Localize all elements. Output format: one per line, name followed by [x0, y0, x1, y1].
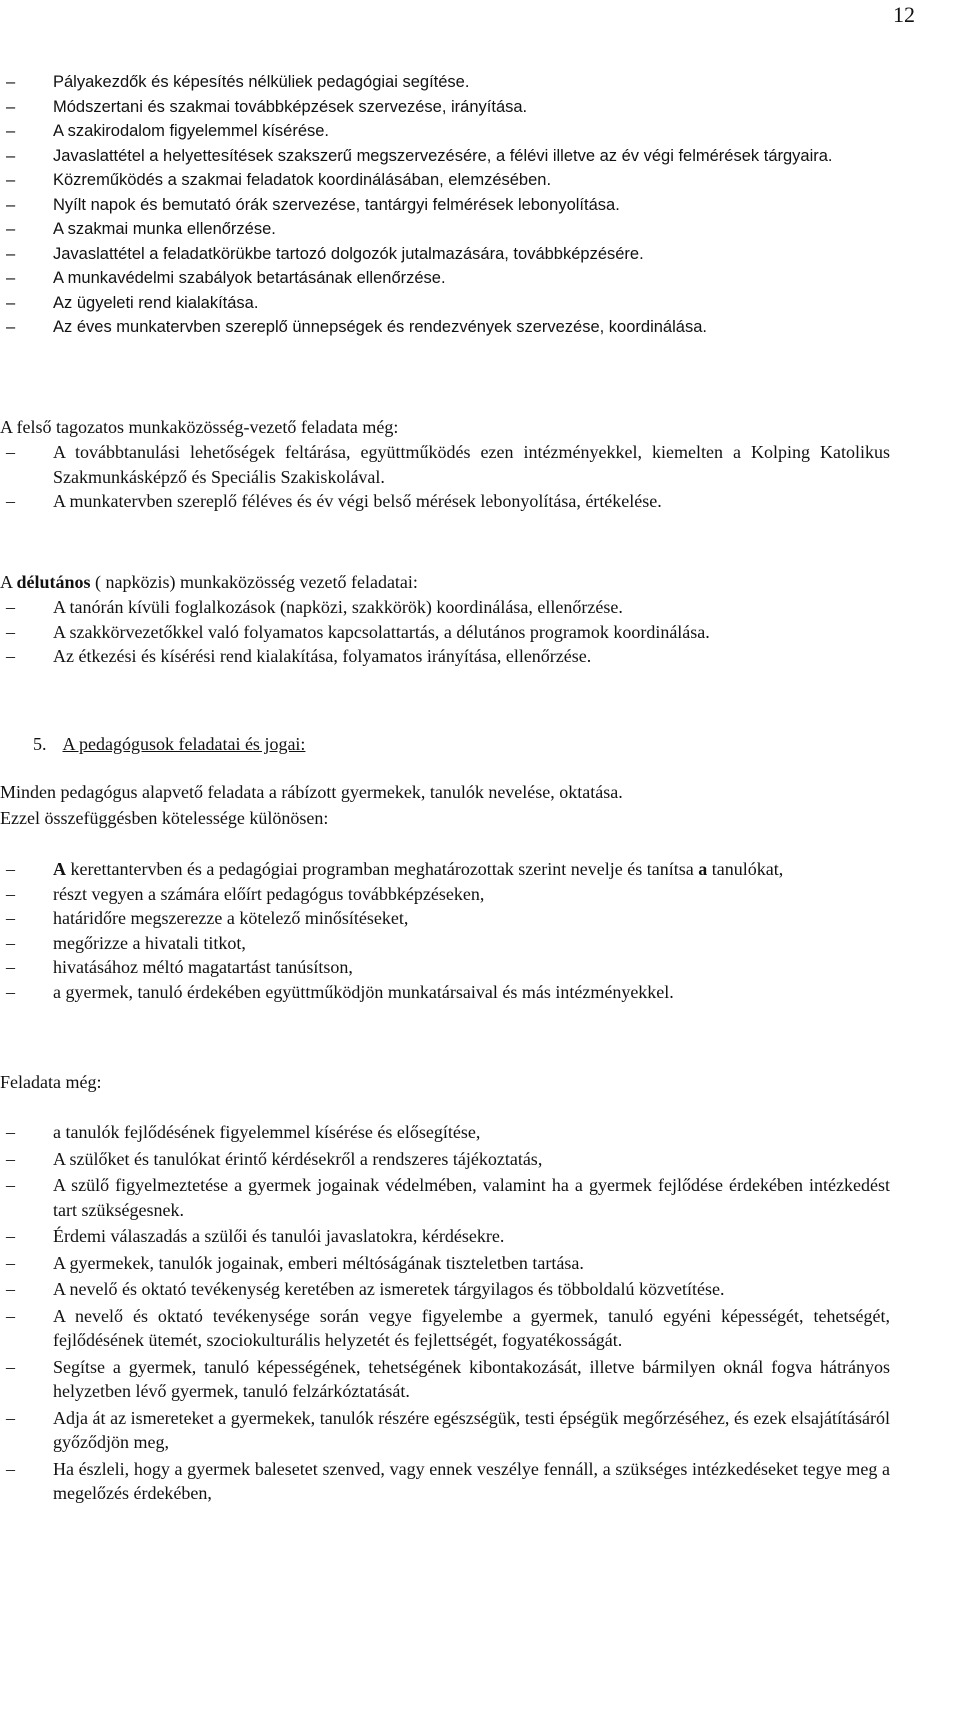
list-item: – A munkavédelmi szabályok betartásának ellenőrzése. [0, 266, 890, 291]
list-item: – A szülő figyelmeztetése a gyermek jogainak védelmében, valamint ha a gyermek fejlődése érdekében intézkedést tart szükségesnek. [0, 1173, 890, 1222]
page-number: 12 [893, 2, 915, 27]
list-item: – Pályakezdők és képesítés nélküliek pedagógiai segítése. [0, 70, 890, 95]
list-item: – határidőre megszerezze a kötelező minősítéseket, [0, 906, 890, 931]
list-item: – A munkatervben szereplő féléves és év végi belső mérések lebonyolítása, értékelése. [0, 489, 890, 514]
intro-line-2: Ezzel összefüggésben kötelessége különösen: [0, 808, 329, 828]
list-item: – Az étkezési és kísérési rend kialakítása, folyamatos irányítása, ellenőrzése. [0, 644, 890, 669]
list-item: – Javaslattétel a feladatkörükbe tartozó dolgozók jutalmazására, továbbképzésére. [0, 242, 890, 267]
list-item: – Az ügyeleti rend kialakítása. [0, 291, 890, 316]
intro-line-1: Minden pedagógus alapvető feladata a rábízott gyermekek, tanulók nevelése, oktatása. [0, 782, 623, 802]
list-item: – A tanórán kívüli foglalkozások (napközi, szakkörök) koordinálása, ellenőrzése. [0, 595, 890, 620]
list-item: – Segítse a gyermek, tanuló képességének, tehetségének kibontakozását, illetve bármilyen oknál fogva hátrányos helyzetben lévő gyermek, tanuló felzárkóztatását. [0, 1355, 890, 1404]
list-item: – hivatásához méltó magatartást tanúsítson, [0, 955, 890, 980]
upper-section-heading: A felső tagozatos munkaközösség-vezető feladata még: [0, 417, 399, 437]
list-item: – a tanulók fejlődésének figyelemmel kísérése és elősegítése, [0, 1120, 890, 1145]
teacher-duties-list [0, 857, 890, 1004]
list-item: – Közreműködés a szakmai feladatok koordinálásában, elemzésében. [0, 168, 890, 193]
further-duties-list [0, 1120, 890, 1508]
list-item: – Nyílt napok és bemutató órák szervezése, tantárgyi felmérések lebonyolítása. [0, 193, 890, 218]
list-item: – Érdemi válaszadás a szülői és tanulói javaslatokra, kérdésekre. [0, 1224, 890, 1249]
list-item: – A szakmai munka ellenőrzése. [0, 217, 890, 242]
list-item: – A nevelő és oktató tevékenység keretében az ismeretek tárgyilagos és többoldalú közvetítése. [0, 1277, 890, 1302]
afternoon-section-list [0, 595, 890, 669]
afternoon-section-heading: A délutános ( napközis) munkaközösség vezető feladatai: [0, 572, 418, 592]
leader-duties-list [0, 70, 890, 340]
list-item: – A szülőket és tanulókat érintő kérdésekről a rendszeres tájékoztatás, [0, 1147, 890, 1172]
list-item: – Javaslattétel a helyettesítések szakszerű megszervezésére, a félévi illetve az év végi felmérések tárgyaira. [0, 144, 890, 169]
list-item: – Az éves munkatervben szereplő ünnepségek és rendezvények szervezése, koordinálása. [0, 315, 890, 340]
list-item: – A szakkörvezetőkkel való folyamatos kapcsolattartás, a délutános programok koordinálása. [0, 620, 890, 645]
list-item: – részt vegyen a számára előírt pedagógus továbbképzéseken, [0, 882, 890, 907]
list-item: – A kerettantervben és a pedagógiai programban meghatározottak szerint nevelje és tanítsa a tanulókat, [0, 857, 890, 882]
list-item: – Ha észleli, hogy a gyermek balesetet szenved, vagy ennek veszélye fennáll, a szükséges intézkedéseket tegye meg a megelőzés érdekében, [0, 1457, 890, 1506]
section-5-heading: 5. A pedagógusok feladatai és jogai: [33, 734, 306, 754]
list-item: – megőrizze a hivatali titkot, [0, 931, 890, 956]
list-item: – a gyermek, tanuló érdekében együttműködjön munkatársaival és más intézményekkel. [0, 980, 890, 1005]
list-item: – A továbbtanulási lehetőségek feltárása, együttműködés ezen intézményekkel, kiemelten a Kolping Katolikus Szakmunkásképző és Speciális Szakiskolával. [0, 440, 890, 489]
list-item: – Módszertani és szakmai továbbképzések szervezése, irányítása. [0, 95, 890, 120]
list-item: – A nevelő és oktató tevékenysége során vegye figyelembe a gyermek, tanuló egyéni képességét, tehetségét, fejlődésének ütemét, szociokulturális helyzetét és fejlettségét, fogyatékosságát. [0, 1304, 890, 1353]
list-item: – A szakirodalom figyelemmel kísérése. [0, 119, 890, 144]
list-item: – A gyermekek, tanulók jogainak, emberi méltóságának tiszteletben tartása. [0, 1251, 890, 1276]
list-item: – Adja át az ismereteket a gyermekek, tanulók részére egészségük, testi épségük megőrzéséhez, és ezek elsajátításáról győződjön meg, [0, 1406, 890, 1455]
upper-section-list [0, 440, 890, 514]
further-duties-heading: Feladata még: [0, 1072, 102, 1092]
